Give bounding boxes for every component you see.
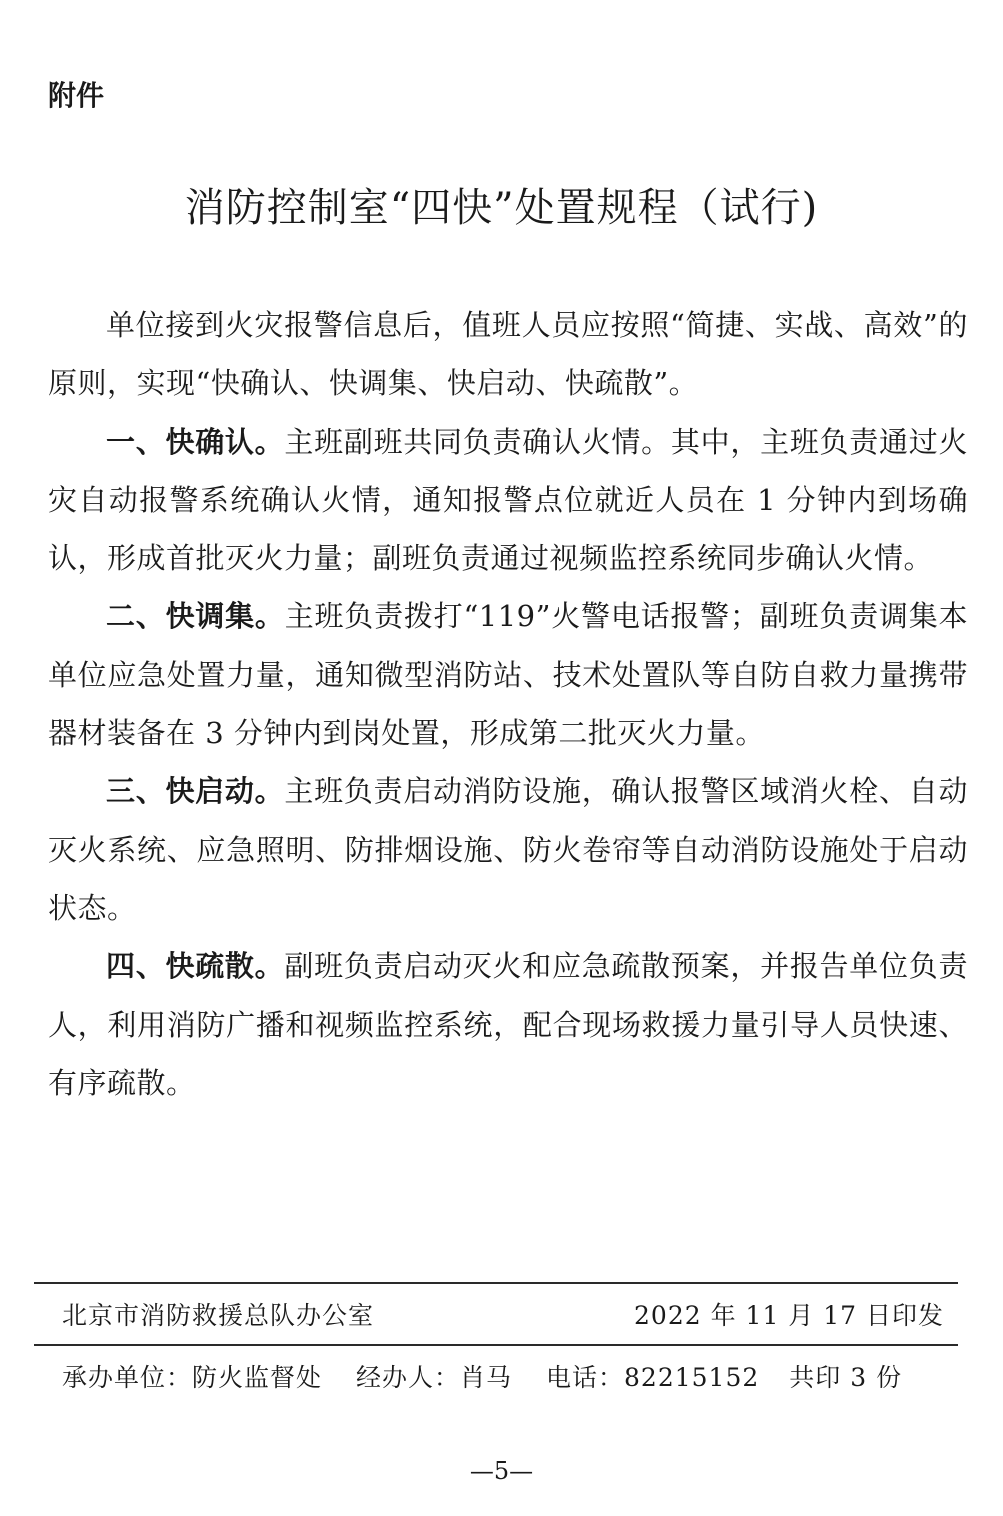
section-text: 主班负责启动消防设施，确认报警区域消火栓、自动灭火系统、应急照明、防排烟设施、防火卷帘等自动消防设施处于启动状态。	[48, 774, 968, 925]
section-confirm	[48, 413, 968, 588]
document-body	[48, 296, 968, 1112]
section-heading: 一、快确认。	[106, 424, 285, 459]
section-heading: 二、快调集。	[106, 599, 285, 634]
section-text: 主班负责拨打“119”火警电话报警；副班负责调集本单位应急处置力量，通知微型消防站、技术处置队等自防自救力量携带器材装备在 3 分钟内到岗处置，形成第二批灭火力量。	[48, 599, 968, 751]
footer-contact-row	[34, 1346, 958, 1406]
page-number: —5—	[469, 1457, 534, 1485]
handler-name: 经办人：肖马	[356, 1363, 513, 1392]
section-heading: 四、快疏散。	[106, 949, 285, 984]
attachment-label: 附件	[48, 79, 105, 112]
document-footer	[34, 1282, 958, 1406]
section-evacuate	[48, 937, 968, 1112]
section-assemble	[48, 587, 968, 762]
issuer-office: 北京市消防救援总队办公室	[62, 1301, 375, 1330]
issue-date: 2022 年 11 月 17 日印发	[634, 1301, 944, 1330]
intro-paragraph: 单位接到火灾报警信息后，值班人员应按照“简捷、实战、高效”的原则，实现“快确认、快调集、快启动、快疏散”。	[48, 308, 968, 401]
footer-issue-row	[34, 1284, 958, 1344]
contact-phone: 电话：82215152	[546, 1363, 760, 1392]
handling-department: 承办单位：防火监督处	[62, 1363, 323, 1392]
section-heading: 三、快启动。	[106, 774, 285, 809]
copies-count: 共印 3 份	[789, 1363, 903, 1392]
section-text: 副班负责启动灭火和应急疏散预案，并报告单位负责人，利用消防广播和视频监控系统，配合现场救援力量引导人员快速、有序疏散。	[48, 949, 968, 1100]
section-text: 主班副班共同负责确认火情。其中，主班负责通过火灾自动报警系统确认火情，通知报警点位就近人员在 1 分钟内到场确认，形成首批灭火力量；副班负责通过视频监控系统同步确认火情。	[48, 424, 968, 576]
document-title: 消防控制室“四快”处置规程（试行)	[184, 185, 819, 231]
section-activate	[48, 762, 968, 937]
